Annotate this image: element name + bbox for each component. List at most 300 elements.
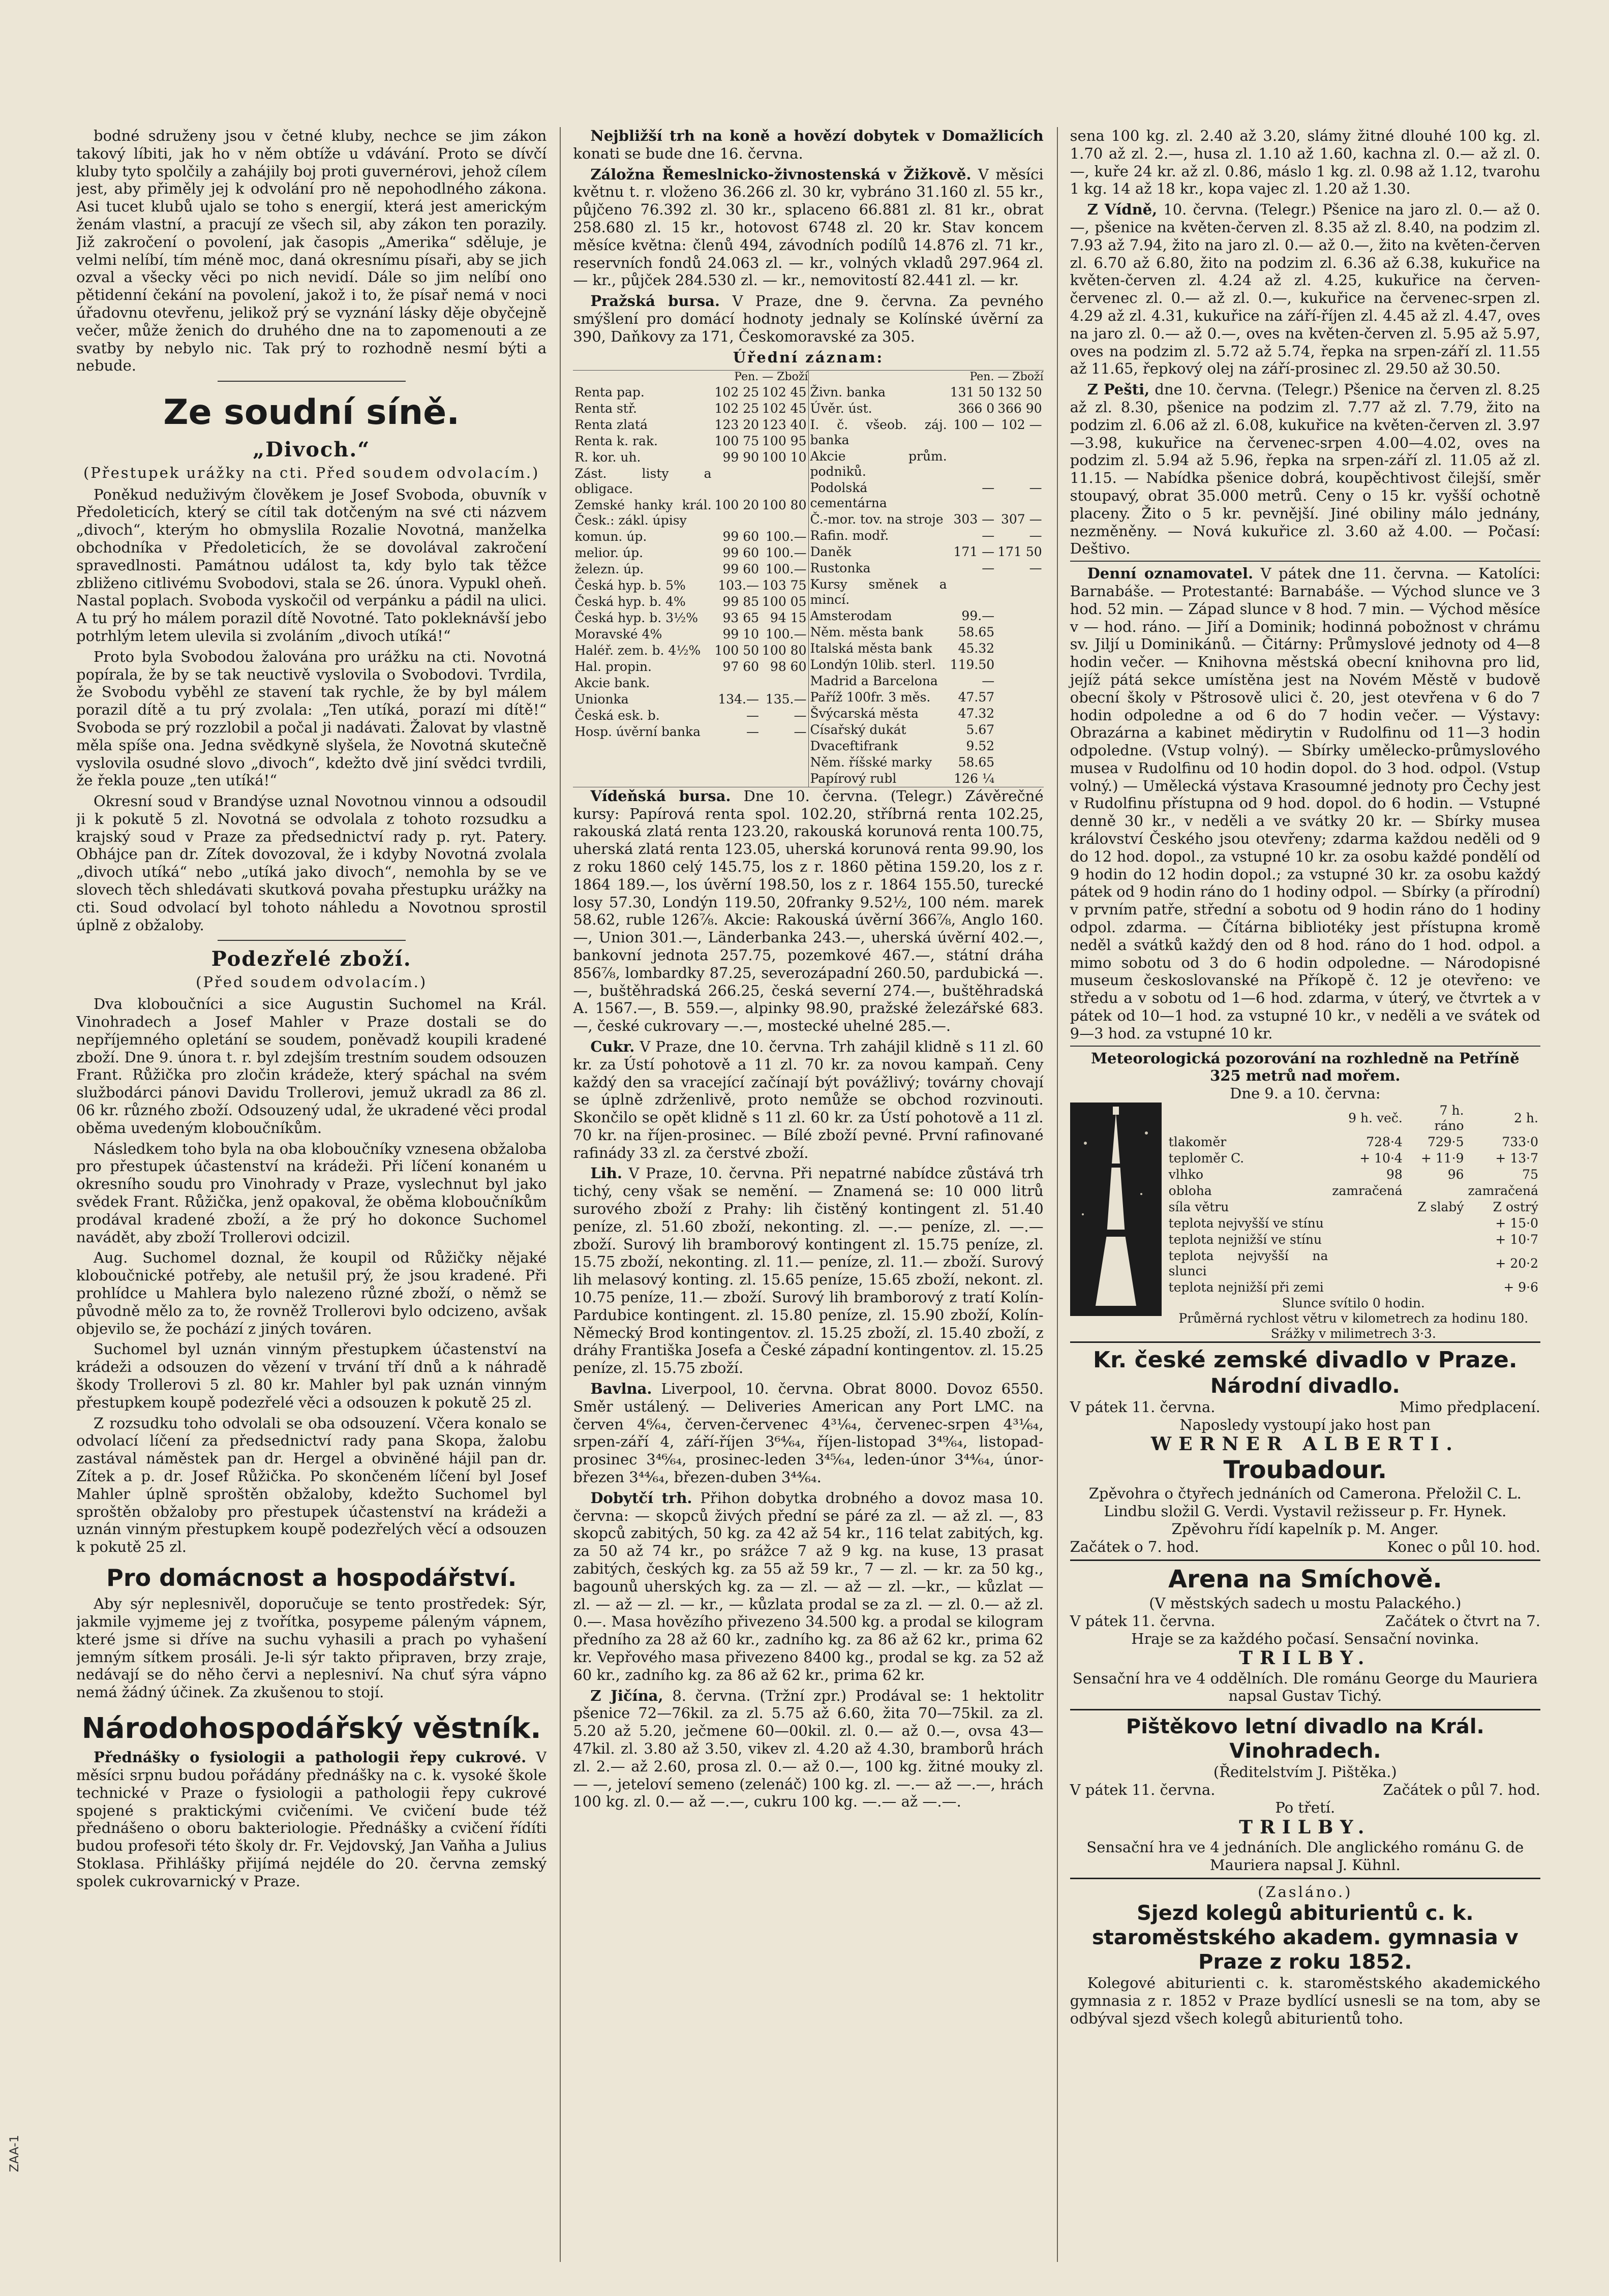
item-text: konati se bude dne 16. června. [573, 144, 803, 162]
article-paragraph: Okresní soud v Brandýse uznal Novotnou vinnou a odsoudil ji k pokutě 5 zl. Novotná se odvolala z tohoto rozsudku a krajský soud v Praze za předsednictví rady p. ryt. Patery. Obhájce pan dr. Zítek dovozoval, že i kdyby Novotná zvolala „divoch utíká“ nebo „utíká jako divoch“, nemohla by se ve slovech těch shledávati skutková povaha přestupku urážky na cti. Soud odvolací byl tohoto náhledu a Novotnou sprostil úplně z obžaloby. [76, 792, 547, 934]
rate-value [996, 448, 1043, 480]
rate-row [809, 624, 1044, 640]
rate-value: 9.52 [966, 738, 995, 753]
weather-value [1405, 1279, 1466, 1296]
rate-value: 102 25 [714, 401, 760, 416]
weather-value: + 10·7 [1495, 1232, 1538, 1247]
rate-row [809, 417, 1044, 448]
rate-value: 134.— [718, 691, 760, 707]
ad-description: Sensační hra ve 4 oddělních. Dle románu George du Mauriera napsal Gustav Tichý. [1072, 1669, 1538, 1705]
rate-value [996, 657, 1043, 673]
theatre-ad-pistek [1070, 1709, 1540, 1878]
rate-value: 99 90 [722, 449, 760, 465]
rate-row [573, 610, 808, 626]
rate-value: 99 60 [722, 561, 760, 576]
rate-value: — [794, 724, 807, 739]
rate-row [573, 626, 808, 642]
rate-row [809, 657, 1044, 673]
rate-value: — [982, 673, 995, 688]
rate-value [996, 738, 1043, 754]
column-2 [560, 127, 1043, 2262]
rate-value: 100.— [765, 626, 807, 641]
rate-value: 366 0 [958, 401, 995, 416]
item-text: V Praze, dne 9. června. Za pevného smýšlení pro domácí hodnoty jednaly se Kolínské úvěrní za 390, Daňkovy za 171, Českomoravské za 305. [573, 292, 1044, 345]
ad-title: Pištěkovo letní divadlo na Král. Vinohradech. [1126, 1715, 1484, 1763]
column-3 [1057, 127, 1540, 2262]
rate-row [809, 771, 1044, 787]
petrin-tower-illustration [1070, 1103, 1162, 1341]
rate-name: Moravské 4% [574, 626, 662, 641]
rate-name: I. č. všeob. záj. banka [810, 417, 947, 447]
rate-value: — [746, 708, 760, 723]
rate-value [996, 640, 1043, 657]
rate-name: Úvěr. úst. [810, 401, 872, 416]
weather-value [1330, 1199, 1404, 1215]
rate-row [573, 724, 808, 740]
rate-value: 100 80 [762, 642, 807, 658]
rate-value: 93 65 [722, 610, 760, 625]
weather-label: teplota nejvyšší ve stínu [1168, 1216, 1324, 1231]
article-paragraph: Proto byla Svobodou žalována pro urážku na cti. Novotná popírala, že by se tak neuctivě vyslovila o Svobodovi. Tvrdila, že Svobodu vyběhl ze stavení tak rychle, že by byl málem porazil dítě a tu prý zvolala: „Ten utíká, porazí mi dítě!“ Svoboda se prý rozzlobil a počal ji nadávati. Žalovat by vlastně měla spíše ona. Jedna svědkyně slyšela, že Novotná skutečně vyslovila osudné slovo „divoch“, kdežto dvě jiní svědci tvrdili, že řekla pouze „ten utíká!“ [76, 648, 547, 789]
rate-name: Něm. města bank [810, 624, 924, 639]
rate-row [573, 659, 808, 675]
rate-value: 100 10 [762, 449, 807, 465]
theatre-ad-national [1070, 1341, 1540, 1559]
rate-name: Kursy směnek a mincí. [810, 576, 947, 607]
ad-play: TRILBY. [1239, 1647, 1372, 1669]
rate-name: Unionka [574, 691, 629, 707]
rate-row [573, 449, 808, 466]
rate-name: Česká hyp. b. 3½% [574, 610, 698, 625]
ad-performer: WERNER ALBERTI. [1150, 1433, 1460, 1455]
rate-row [573, 708, 808, 724]
rate-value: 123 20 [714, 417, 760, 432]
rate-value: — [794, 708, 807, 723]
rate-row [573, 545, 808, 561]
weather-title: Meteorologická pozorování na rozhledně na Petříně [1090, 1049, 1520, 1067]
item-title: Lih. [590, 1165, 622, 1182]
weather-rain: Srážky v milimetrech 3·3. [1270, 1326, 1436, 1341]
rate-name: Daněk [810, 544, 852, 559]
rate-value: 102 45 [762, 384, 807, 400]
weather-label: síla větru [1168, 1200, 1229, 1215]
rate-value: — [1029, 528, 1042, 543]
rate-value: 102 — [1001, 417, 1042, 432]
weather-row [1167, 1279, 1540, 1296]
rate-value: 171 50 [997, 544, 1042, 559]
weather-wind: Průměrná rychlost větru v kilometrech za hodinu 180. [1178, 1311, 1529, 1326]
rate-value: 100 20 [714, 497, 760, 512]
article-title-divoch: „Divoch.“ [253, 437, 371, 462]
rate-value [713, 466, 761, 497]
rate-value: — [982, 480, 995, 495]
rate-value: 100 — [953, 417, 995, 432]
weather-value: 96 [1447, 1167, 1464, 1182]
weather-label: obloha [1168, 1183, 1212, 1199]
rate-row [809, 738, 1044, 754]
weather-table [1167, 1103, 1540, 1296]
rate-value [761, 466, 808, 497]
notice-reunion [1070, 1878, 1540, 2034]
ad-start: Začátek o půl 7. hod. [1383, 1781, 1540, 1798]
rate-value: 100 75 [714, 433, 760, 448]
rate-value: 47.57 [958, 689, 995, 705]
weather-value [1330, 1279, 1404, 1296]
ad-title: Kr. české zemské divadlo v Praze. [1093, 1347, 1517, 1373]
article-subtitle: (Před soudem odvolacím.) [196, 973, 428, 991]
rate-row [809, 448, 1044, 480]
rate-name: Papírový rubl [810, 771, 897, 786]
ad-day: V pátek 11. června. [1070, 1398, 1216, 1416]
rate-value [996, 722, 1043, 738]
weather-value: Z slabý [1417, 1200, 1464, 1215]
item-text: sena 100 kg. zl. 2.40 až 3.20, slámy žitné dlouhé 100 kg. zl. 1.70 až zl. 2.—, husa zl. 1.10 až 1.60, kachna zl. 0.— až zl. 0.—, kuře 24 kr. až zl. 0.86, máslo 1 kg. zl. 0.98 až 1.12, tvarohu 1 kg. 14 až 18 kr., kopa vajec zl. 1.20 až 1.30. [1070, 127, 1540, 198]
rates-head-left: Pen. — Zboží [734, 371, 808, 384]
rate-value: 5.67 [966, 722, 995, 737]
item-text: 8. června. (Tržní zpr.) Prodával se: 1 hektolitr pšenice 72—76kil. za zl. 5.75 až 6.60, žita 70—75kil. za zl. 5.20 až 5.20, ječmene 60—00kil. zl. 0.— až 0.—, ovsa 43—47kil. zl. 3.80 až 3.50, vikev zl. 4.20 až 4.30, bramborů hrách zl. 2.— až 2.60, prosa zl. 0.— až 0.—, 100 kg. žitné mouky zl. — —, jeteloví semeno (zelenáč) 100 kg. zl. —.— až —.—, hrách 100 kg. zl. 0.— až —.—, cukru 100 kg. —.— až —.—. [573, 1687, 1044, 1811]
rate-row [809, 673, 1044, 689]
item-text: Přihon dobytka drobného a dovoz masa 10. června: — skopců živých přední se páré za zl. — až zl. —, 83 skopců zabitých, 50 kg. za 42 až 54 kr., 116 telat zabitých, kg. za 50 až 74 kr., po srážce 7 až 9 kg. na kuse, 13 prasat zabitých, českých kg. za 55 až 59 kr., 7 — zl. — kr. za 50 kg., bagounů uherských kg. za — zl. — až — zl. —kr., — kůzlat — zl. — až — zl. — kr., — kůzlata prodal se za zl. — zl. 0.— až zl. 0.—. Masa hovězího přivezeno 34.500 kg. a prodal se kilogram předního za 28 až 60 kr., zadního kg. za 86 až 62 kr., prima 62 kr. Vepřového masa přivezeno 8400 kg., prodal se kg. za 52 až 60 kr., zadního kg. za 86 až 62 kr., prima 62 kr. [573, 1489, 1044, 1683]
rate-value: 99 60 [722, 545, 760, 560]
ad-subtitle: (Ředitelstvím J. Pištěka.) [1213, 1763, 1397, 1781]
rate-value: 99 85 [722, 594, 760, 609]
weather-value: + 10·4 [1359, 1151, 1403, 1166]
rate-row [809, 689, 1044, 706]
weather-value: Z ostrý [1493, 1200, 1538, 1215]
weather-col-head: 9 h. več. [1348, 1111, 1403, 1126]
item-title: Z Jičína, [590, 1687, 663, 1704]
rate-value: 103 75 [762, 577, 807, 593]
rate-name: R. kor. uh. [574, 449, 641, 465]
weather-row [1167, 1150, 1540, 1167]
weather-row [1167, 1167, 1540, 1183]
rate-value: 58.65 [958, 754, 995, 770]
rate-value: 45.32 [958, 640, 995, 656]
ad-start: Začátek o 7. hod. [1070, 1538, 1199, 1555]
rate-value [996, 754, 1043, 771]
item-title: Z Pešti, [1087, 381, 1150, 399]
rate-row [809, 560, 1044, 576]
weather-date: Dne 9. a 10. června: [1230, 1085, 1381, 1103]
rate-name: Zást. listy a obligace. [574, 466, 712, 496]
rate-value: 99 60 [722, 529, 760, 544]
rate-value [996, 576, 1043, 608]
rate-value: — [982, 528, 995, 543]
item-title: Nejbližší trh na koně a hovězí dobytek v Domažlicích [590, 127, 1044, 144]
rate-name: Živn. banka [810, 384, 886, 400]
weather-col-head: 2 h. [1514, 1111, 1538, 1126]
item-title: Záložna Řemeslnicko-živnostenská v Žižkově. [590, 165, 972, 183]
weather-subtitle: 325 metrů nad mořem. [1210, 1067, 1401, 1085]
rate-name: Císařský dukát [810, 722, 906, 737]
rate-name: Rafin. modř. [810, 528, 889, 543]
rate-value: 102 45 [762, 401, 807, 416]
rate-value: 126 ¼ [954, 771, 995, 786]
divider [218, 940, 406, 941]
ad-title: Arena na Smíchově. [1168, 1565, 1442, 1594]
notice-label: (Zasláno.) [1258, 1883, 1353, 1901]
ad-note: Mimo předplacení. [1399, 1398, 1540, 1416]
rate-row [573, 675, 808, 691]
section-heading-court: Ze soudní síně. [163, 392, 460, 433]
weather-row [1167, 1183, 1540, 1199]
ad-description: Zpěvohra o čtyřech jednáních od Camerona. Přeložil C. L. Lindbu složil G. Verdi. Vystavil režisseur p. Fr. Hynek. Zpěvohru řídí kapelník p. M. Anger. [1088, 1485, 1522, 1538]
item-text: dne 10. června. (Telegr.) Pšenice na červen zl. 8.25 až zl. 8.30, pšenice na podzim zl. 7.77 až zl. 7.79, žito na podzim zl. 6.06 až zl. 6.08, kukuřice na květen-červen zl. 3.97—3.98, kukuřice na červenec-srpen 4.00—4.02, oves na podzim zl. 5.94 až 5.96, řepka na srpen-září zl. 11.05 až zl. 11.15. — Nabídka pšenice dobrá, koupěchtivost čilejší, směr stoupavý, obrat 35.000 metrů. Ceny o 15 kr. vyšší ochotně placeny. Žito o 5 kr. pevnější. Jiné obiliny málo jednány, nezměněny. — Nová kukuřice zl. 3.60 až 4.00. — Počasí: Deštivo. [1070, 381, 1540, 558]
rate-value: 103.— [718, 577, 760, 593]
item-text: V pátek dne 11. června. — Katolíci: Barnabáše. — Protestanté: Barnabáše. — Východ slunce ve 3 hod. 52 min. — Západ slunce v 8 hod. 7 min. — Východ měsíce v — hod. ráno. — Jiří a Dominik; hodinná pobožnost v chrámu sv. Jiljí u Dominikánů. — Čitárny: Průmyslové jednoty od 4—8 hodin večer. — Knihovna městská obecní knihovna pro lid, jejíž pátá sekce umístěna jest na Novém Městě v budově obecní školy v Pštrosově ulici č. 20, jest otevřena v 6 do 7 hodin odpoledne a od 6 do 7 hodin večer. — Výstavy: Obrazárna a kabinet mědirytin v Rudolfinu od 11—3 hodin odpoledne. (Vstup volný). — Sbírky umělecko-průmyslového musea v Rudolfinu od 10 hodin dopol. do 3 hod. odpol. (Vstup volný.) — Umělecká výstava Krasoumné jednoty pro Čechy jest v Rudolfinu přístupna od 9 hod. dopol. do 6 hodin. — Vstupné denně 30 kr., v neděli a ve svátky 20 kr. — Sbírky musea království Českého jsou otevřeny; zdarma každou neděli od 9 do 12 hod. dopol., za vstupné 10 kr. za osobu každé pondělí od 9 hodin do 12 hodin dopol.; za vstupné 30 kr. za osobu každý pátek od 9 hodin ráno do 1 hodiny odpol. — Sbírky (a přírodní) v prvním patře, střední a sobotu od 9 hodin ráno do 1 hodiny odpol. zdarma. — Čítárna bibliotéky jest přístupna kromě neděl a svátků každý den od 8 hod. ráno do 1 hod. odpol. a mimo sobotu od 3 do 6 hodin odpoledne. — Národopisné museum českoslovanské na Příkopě č. 12 je otevřeno: ve středu a v sobotu od 1—6 hod. zdarma, v úterý, ve čtvrtek a v pátek od 10—1 hod. za vstupné 10 kr., v neděli a ve svátek od 9—3 hod. za vstupné 10 kr. [1070, 565, 1540, 1042]
rate-value: — [1029, 560, 1042, 575]
newspaper-page [76, 127, 1540, 2262]
weather-label: teplota nejvyšší na slunci [1168, 1248, 1328, 1279]
rate-value [996, 771, 1043, 787]
rate-value: 100.— [765, 529, 807, 544]
rate-row [573, 417, 808, 433]
item-title: Dobytčí trh. [590, 1489, 692, 1507]
rate-value [761, 675, 808, 691]
rate-value: 303 — [953, 511, 995, 527]
rate-value [996, 608, 1043, 624]
rate-value: 102 25 [714, 384, 760, 400]
column-1 [76, 127, 547, 2262]
notice-text: Kolegové abiturienti c. k. staroměstského akademického gymnasia z r. 1852 v Praze bydlící usnesli se na tom, aby se odbýval sjezd všech kolegů abiturientů toho. [1070, 1974, 1540, 2027]
article-paragraph: Aby sýr neplesnivěl, doporučuje se tento prostředek: Sýr, jakmile vyjmeme jej z tvořítka, posypeme páleným vápnem, které jsme si dříve na suchu vyhasili a prach po vyhašení jemným sítkem prosáli. Je-li sýr takto připraven, brzy zraje, nedávají se do něho červi a neplesniví. Na chuť sýra vápno nemá žádný účinek. Za zkušenou to stojí. [76, 1595, 547, 1701]
rate-name: Renta zlatá [574, 417, 648, 432]
rate-value: 100.— [765, 545, 807, 560]
rate-row [573, 529, 808, 545]
ad-note: Po třetí. [1275, 1798, 1335, 1816]
weather-report [1070, 1046, 1540, 1341]
rate-row [809, 511, 1044, 528]
rate-row [573, 497, 808, 529]
rate-row [573, 691, 808, 708]
article-paragraph: Suchomel byl uznán vinným přestupkem účastenství na krádeži a odsouzen do vězení v trvání tří dnů a k náhradě škody Trollerovi 5 zl. 80 kr. Mahler byl pak uznán vinným přestupkem koupě podezřelé věci a odsouzen k pokutě 25 zl. [76, 1340, 547, 1411]
weather-value [1330, 1248, 1404, 1279]
rate-name: Amsterodam [810, 608, 892, 623]
rate-value: 132 50 [997, 384, 1042, 400]
rate-name: Hal. propin. [574, 659, 652, 674]
article-paragraph: Následkem toho byla na oba kloboučníky vznesena obžaloba pro přestupek účastenství na krádeži. Při líčení konaném u okresního soudu pro Vinohrady v Praze, vyslechnut byl jako svědek Frant. Růžička, jenž opakoval, že oběma kloboučníkům prodával kradené zboží, a že prý ho dokonce Suchomel navádět, aby zboží Trollerovi odcizil. [76, 1140, 547, 1246]
rate-row [809, 640, 1044, 657]
weather-sun: Slunce svítilo 0 hodin. [1282, 1296, 1425, 1311]
rate-row [573, 466, 808, 497]
item-title: Vídeňská bursa. [590, 787, 731, 805]
rate-name: Londýn 10lib. sterl. [810, 657, 936, 672]
item-title: Cukr. [590, 1037, 635, 1055]
rate-value: — [1029, 480, 1042, 495]
rates-title: Úřední záznam: [733, 348, 884, 366]
rate-name: melior. úp. [574, 545, 644, 560]
rate-row [809, 544, 1044, 560]
rate-row [809, 480, 1044, 511]
ad-subtitle: Národní divadlo. [1210, 1374, 1400, 1398]
rate-value: 171 — [953, 544, 995, 559]
weather-label: vlhko [1168, 1167, 1204, 1182]
item-title: Z Vídně, [1087, 201, 1158, 219]
weather-value: + 20·2 [1495, 1256, 1538, 1271]
article-paragraph: Z rozsudku toho odvolali se oba odsouzení. Včera konalo se odvolací líčení za předsednictví rady pana Skopa, žalobu zastával náměstek pan dr. Hergel a obviněné hájil pan dr. Zítek a p. dr. Josef Růžička. Po skončeném líčení byl Josef Mahler úplně sproštěn obžaloby, kdežto Suchomel byl sproštěn obžaloby pro přestupek účastenství na krádeži a uznán vinným přestupkem koupě podezřelých věcí a odsouzen k pokutě 25 zl. [76, 1414, 547, 1556]
weather-label: teplota nejnižší ve stínu [1168, 1232, 1322, 1247]
rate-name: Italská města bank [810, 640, 932, 656]
weather-value: + 9·6 [1503, 1280, 1538, 1295]
rates-table [573, 370, 1043, 787]
rate-name: Česká hyp. b. 4% [574, 594, 686, 609]
weather-row [1167, 1134, 1540, 1150]
weather-value: + 13·7 [1495, 1151, 1538, 1166]
ad-text: Naposledy vystoupí jako host pan [1179, 1416, 1431, 1433]
page-code: ZAA-1 [7, 2135, 21, 2172]
rate-row [809, 722, 1044, 738]
rates-head-right: Pen. — Zboží [969, 371, 1044, 384]
rate-value: 123 40 [762, 417, 807, 432]
rate-row [809, 706, 1044, 722]
weather-value: 729·5 [1427, 1135, 1464, 1150]
rate-name: Renta k. rak. [574, 433, 658, 448]
rate-value [996, 689, 1043, 706]
article-subtitle: (Přestupek urážky na cti. Před soudem odvolacím.) [83, 464, 540, 481]
rates-left [573, 384, 808, 740]
rate-name: Renta stř. [574, 401, 637, 416]
weather-value: zamračená [1468, 1183, 1538, 1199]
rate-value: 58.65 [958, 624, 995, 639]
rate-row [809, 608, 1044, 624]
weather-value [1405, 1248, 1466, 1279]
rate-value [996, 673, 1043, 689]
rate-name: Hosp. úvěrní banka [574, 724, 701, 739]
section-heading-household: Pro domácnost a hospodářství. [106, 1564, 517, 1591]
weather-value: 98 [1386, 1167, 1403, 1182]
ad-day: V pátek 11. června. [1070, 1781, 1216, 1798]
rate-name: Česká esk. b. [574, 708, 660, 723]
weather-label: teplota nejnižší při zemi [1168, 1280, 1324, 1295]
rate-value: 119.50 [950, 657, 995, 672]
article-paragraph: Poněkud neduživým člověkem je Josef Svoboda, obuvník v Předoleticích, který se cítil tak dotčeným na své cti názvem „divoch“, kterým ho obmyslila Rozalie Novotná, manželka obchodníka v Předoleticích, že se dovolával zakročení spravedlnosti. Památnou událost ta, kdy bylo tak těžce zbliženo citlivému Svobodovi, stala se 26. února. Vypukl oheň. Nastal poplach. Svoboda vyskočil od verpánku a pádil na ulici. A tu prý ho málem porazil dítě Novotné. Tato pokleknávší jebo potrhlým letem ulevila si zvoláním „divoch utíká!“ [76, 485, 547, 645]
weather-value [1405, 1215, 1466, 1232]
ad-play: TRILBY. [1239, 1816, 1372, 1838]
rate-name: Podolská cementárna [810, 480, 887, 510]
weather-value [1330, 1232, 1404, 1248]
notice-title: Sjezd kolegů abiturientů c. k. staroměstského akadem. gymnasia v Praze z roku 1852. [1091, 1902, 1519, 1974]
item-title: Pražská bursa. [590, 292, 720, 310]
rate-value: 100 80 [762, 497, 807, 512]
item-text: Liverpool, 10. června. Obrat 8000. Dovoz 6550. Směr ustálený. — Deliveries American any Port LMC. na červen 4⁶⁄₆₄, červen-červenec 4³¹⁄₆₄, červenec-srpen 4³¹⁄₆₄, srpen-září 4, září-říjen 3⁶⁴⁄₆₄, říjen-listopad 3⁴⁹⁄₆₄, listopad-prosinec 3⁴⁶⁄₆₄, prosinec-leden 3⁴⁵⁄₆₄, leden-únor 3⁴⁴⁄₆₄, únor-březen 3⁴⁴⁄₆₄, březen-duben 3⁴⁴⁄₆₄. [573, 1380, 1044, 1486]
rate-name: Renta pap. [574, 384, 645, 400]
weather-value [1330, 1215, 1404, 1232]
rate-row [573, 401, 808, 417]
rate-value: 366 90 [997, 401, 1042, 416]
rate-row [809, 384, 1044, 401]
rate-name: Česká hyp. b. 5% [574, 577, 686, 593]
weather-value [1405, 1232, 1466, 1248]
weather-value: + 15·0 [1495, 1216, 1538, 1231]
item-text: 10. června. (Telegr.) Pšenice na jaro zl. 0.— až 0.—, pšenice na květen-červen zl. 8.35 až zl. 8.40, na podzim zl. 7.93 až 7.94, žito na jaro zl. 0.— až 0.—, žito na květen-červen zl. 6.70 až 6.80, žito na podzim zl. 6.36 až 6.38, kukuřice na květen-červen zl. 4.24 až zl. 4.25, kukuřice na červen-červenec zl. 0.— až zl. 0.—, kukuřice na červenec-srpen zl. 4.29 až zl. 4.31, kukuřice na září-říjen zl. 4.45 až zl. 4.47, oves na jaro zl. 0.— až 0.—, oves na květen-červen zl. 5.95 až 5.97, oves na podzim zl. 5.72 až 5.74, řepka na srpen-září zl. 11.55 až 11.65, řepkový olej na září-prosinec zl. 29.50 až 30.50. [1070, 201, 1540, 378]
rate-value: 97 60 [722, 659, 760, 674]
article-paragraph: Aug. Suchomel doznal, že koupil od Růžičky nějaké kloboučnické potřeby, ale netušil prý, že jsou kradené. Při prohlídce u Mahlera bylo nalezeno různé zboží, o němž se původně mělo za to, že rovněž Trollerovi bylo odcizeno, avšak objevilo se, že pochází z jiných továren. [76, 1249, 547, 1337]
rate-value: 135.— [765, 691, 807, 707]
weather-value: 75 [1522, 1167, 1538, 1182]
rate-name: Akcie prům. podniků. [810, 448, 947, 479]
tower-drawing [1070, 1103, 1162, 1316]
article-text: V měsíci srpnu budou pořádány přednášky na c. k. vysoké škole technické v Praze o fysiologii a pathologii řepy cukrové spojené s praktickými cvičeními. Ve cvičení bude též přednášeno o oboru bakteriologie. Přednášky a cvičení řídíti budou profesoři této školy dr. Fr. Vejdovský, Jan Vaňha a Julius Stoklasa. Přihlášky přijímá nejdéle do 20. června zemský spolek cukrovarnický v Praze. [76, 1749, 547, 1890]
rate-value: 47.32 [958, 706, 995, 721]
rate-name: Akcie bank. [574, 675, 650, 690]
weather-value: 728·4 [1366, 1135, 1403, 1150]
rate-value [996, 706, 1043, 722]
rate-value: 100 50 [714, 642, 760, 658]
rate-value: 131 50 [950, 384, 995, 400]
weather-label: tlakoměr [1168, 1135, 1227, 1150]
rate-row [573, 577, 808, 594]
section-heading-economy: Národohospodářský věstník. [81, 1711, 541, 1745]
article-lead: Přednášky o fysiologii a pathologii řepy cukrové. [94, 1749, 527, 1766]
rate-row [809, 576, 1044, 608]
weather-col-head: 7 h. ráno [1434, 1103, 1464, 1134]
weather-value: 733·0 [1502, 1135, 1538, 1150]
item-title: Bavlna. [590, 1380, 652, 1398]
rate-name: Madrid a Barcelona [810, 673, 938, 688]
rate-row [573, 561, 808, 577]
rate-name: Něm. říšské marky [810, 754, 932, 770]
rate-name: Paříž 100fr. 3 měs. [810, 689, 931, 705]
ad-description: Sensační hra ve 4 jednáních. Dle anglického románu G. de Mauriera napsal J. Kühnl. [1086, 1838, 1524, 1874]
item-text: V měsíci květnu t. r. vloženo 36.266 zl. 30 kr, vybráno 31.160 zl. 55 kr., půjčeno 76.392 zl. 30 kr., splaceno 66.881 zl. 81 kr., obrat 258.680 zl. 15 kr., hotovost 6748 zl. 20 kr. Stav koncem měsíce května: členů 494, závodních podílů 14.876 zl. 71 kr., reservních fondů 24.063 zl. — kr., volných vkladů 297.964 zl. — kr., půjček 284.530 zl. — kr., nemovitostí 82.441 zl. — kr. [573, 165, 1044, 289]
rate-value: 99 10 [722, 626, 760, 641]
rate-name: komun. úp. [574, 529, 647, 544]
ad-play: Troubadour. [1223, 1455, 1387, 1484]
rate-name: Rustonka [810, 560, 871, 575]
weather-value: + 11·9 [1420, 1151, 1464, 1166]
ad-note: Hraje se za každého počasí. Sensační novinka. [1131, 1630, 1479, 1647]
rate-name: Haléř. zem. b. 4½% [574, 642, 701, 658]
rate-row [573, 384, 808, 401]
rate-row [573, 594, 808, 610]
rate-value [996, 624, 1043, 640]
intro-paragraph: bodné sdruženy jsou v četné kluby, nechce se jim zákon takový líbiti, jak ho v něm obtíže u vdávání. Proto se dívčí kluby tyto spolčily a zahájily boj proti guvernérovi, jehož cílem jest, aby přiměly jej k odvolání pro ně nepohodlného zákona. Asi tucet klubů ujalo se toho s energií, která jest americkým ženám vlastní, a pracují ze všech sil, aby zákon ten porazily. Již zakročení o povolení, jak časopis „Amerika“ sděluje, je velmi nelíbí, tím méně moc, daná okresnímu písaři, aby se jich ozval a všecky věci po nich nevidí. Dále so jim nelíbí ono pětidenní čekání na povolení, jakož i to, že písař nemá v noci úřadovnu otevřenu, jelikož prý se vyznání lásky děje obyčejně večer, může ženich do druhého dne na to zapomenouti a ze svatby by nebylo nic. Tak prý to rozhodně nesmí býti a nebude. [76, 127, 547, 375]
rate-value [949, 448, 996, 480]
weather-value [1405, 1183, 1466, 1199]
rate-row [809, 401, 1044, 417]
divider [218, 381, 406, 382]
weather-label: teploměr C. [1168, 1151, 1244, 1166]
rate-value [949, 576, 996, 608]
rate-name: Dvaceftifrank [810, 738, 898, 753]
item-title: Denní oznamovatel. [1087, 565, 1254, 583]
ad-day: V pátek 11. června. [1070, 1612, 1216, 1630]
rate-name: železn. úp. [574, 561, 644, 576]
rate-value: 100 95 [762, 433, 807, 448]
ad-start: Začátek o čtvrt na 7. [1385, 1612, 1540, 1630]
weather-row [1167, 1215, 1540, 1232]
rate-value: 99.— [961, 608, 995, 623]
ad-end: Konec o půl 10. hod. [1387, 1538, 1540, 1555]
ad-subtitle: (V městských sadech u mostu Palackého.) [1149, 1594, 1462, 1612]
rate-row [573, 642, 808, 659]
theatre-ad-arena [1070, 1559, 1540, 1709]
rate-value: 100.— [765, 561, 807, 576]
rate-name: Švýcarská města [810, 706, 919, 721]
rate-value [713, 675, 761, 691]
rate-value: 94 15 [770, 610, 807, 625]
rate-value: — [982, 560, 995, 575]
rate-row [809, 528, 1044, 544]
rate-value: 98 60 [770, 659, 807, 674]
weather-value: zamračená [1332, 1183, 1403, 1199]
item-text: Dne 10. června. (Telegr.) Závěrečné kursy: Papírová renta spol. 102.20, stříbrná renta 102.25, rakouská zlatá renta 123.20, rakouská korunová renta 100.75, uherská zlatá renta 123.05, uherská korunová renta 99.90, los z roku 1860 celý 145.75, los z r. 1860 pětina 159.20, los z r. 1864 189.—, los úvěrní 198.50, los z r. 1864 155.50, turecké losy 57.30, Londýn 119.50, 20franky 9.52½, 100 ném. marek 58.62, ruble 126⅞. Akcie: Rakouská úvěrní 366⅞, Anglo 160.—, Union 301.—, Länderbanka 243.—, uherská úvěrní 402.—, bankovní jednota 257.75, pozemkové 467.—, státní dráha 856⅞, lombardky 87.25, severozápadní 260.50, pardubická —.—, buštěhradská 266.25, česká severní 274.—, buštěhradská A. 1567.—, B. 559.—, alpinky 98.90, pražské železářské 683.—, české cukrovary —.—, mostecké uhelné 285.—. [573, 787, 1044, 1035]
rates-right [809, 384, 1044, 787]
weather-row [1167, 1232, 1540, 1248]
rate-name: Zemské hanky král. Česk.: zákl. úpisy [574, 497, 712, 528]
rate-value: — [746, 724, 760, 739]
article-title-zbozi: Podezřelé zboží. [211, 947, 412, 971]
